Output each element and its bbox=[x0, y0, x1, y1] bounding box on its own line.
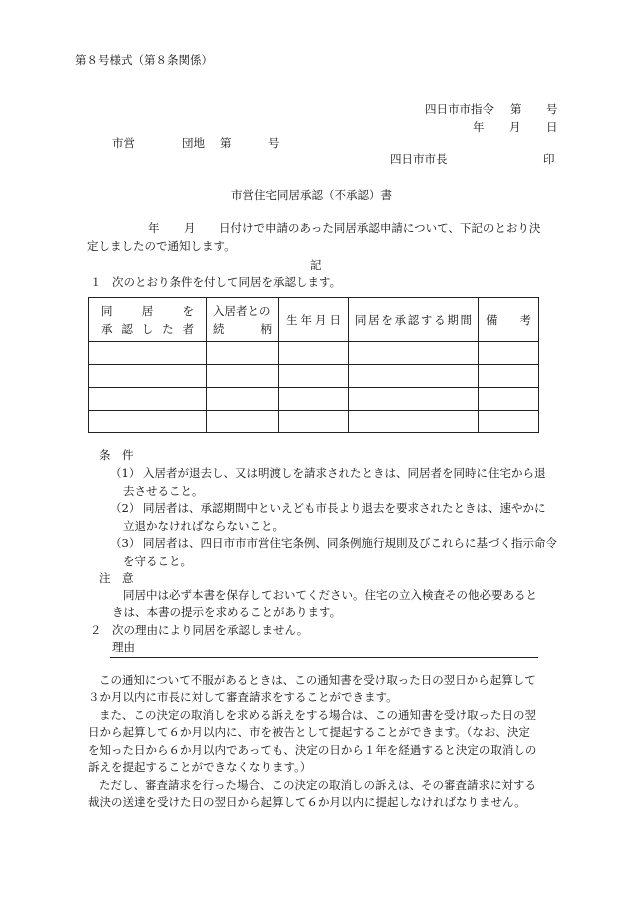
table-row bbox=[89, 365, 539, 388]
date-month: 月 bbox=[509, 120, 521, 134]
reference-dai: 第 bbox=[510, 102, 522, 116]
intro-month: 月 bbox=[184, 221, 196, 235]
appeal-p2-line3: を知った日から６か月以内であっても、決定の日から１年を経過すると決定の取消しの bbox=[88, 743, 537, 757]
table-cell[interactable] bbox=[349, 365, 479, 388]
appeal-p2-line2: 日から起算して６か月以内に、市を被告として提起することができます。（なお、決定 bbox=[88, 725, 530, 739]
condition-1-num: （1） bbox=[110, 466, 141, 480]
cohabitant-table bbox=[88, 297, 539, 433]
table-cell[interactable] bbox=[479, 342, 539, 365]
mayor-title: 四日市市長 bbox=[390, 152, 448, 166]
document-title: 市営住宅同居承認（不承認）書 bbox=[231, 188, 392, 202]
col-header-approved-person bbox=[89, 298, 207, 342]
recipient-shiei: 市営 bbox=[112, 136, 135, 150]
table-header-row bbox=[89, 298, 539, 342]
recipient-dai: 第 bbox=[220, 136, 232, 150]
table-row bbox=[89, 342, 539, 365]
appeal-p3-line1: ただし、審査請求を行った場合、この決定の取消しの訴えは、その審査請求に対する bbox=[99, 778, 536, 792]
appeal-p3-line2: 裁決の送達を受けた日の翌日から起算して６か月以内に提起しなければなりません。 bbox=[88, 795, 526, 809]
appeal-p1-line1: この通知について不服があるときは、この通知書を受け取った日の翌日から起算して bbox=[99, 673, 536, 687]
section1-num: １ bbox=[90, 275, 102, 289]
condition-1-line1: 入居者が退去し、又は明渡しを請求されたときは、同居者を同時に住宅から退 bbox=[143, 466, 546, 480]
table-cell[interactable] bbox=[479, 411, 539, 433]
date-year: 年 bbox=[473, 120, 485, 134]
table-cell[interactable] bbox=[89, 411, 207, 433]
section2-text: 次の理由により同居を承認しません。 bbox=[112, 623, 309, 637]
table-cell[interactable] bbox=[479, 365, 539, 388]
section1-text: 次のとおり条件を付して同居を承認します。 bbox=[112, 275, 342, 289]
table-row bbox=[89, 388, 539, 411]
recipient-danchi: 団地 bbox=[182, 136, 205, 150]
table-cell[interactable] bbox=[279, 388, 349, 411]
condition-3-line2: を守ること。 bbox=[123, 554, 192, 568]
condition-3-num: （3） bbox=[110, 536, 141, 550]
condition-2-num: （2） bbox=[110, 501, 141, 515]
appeal-p2-line4: 訴えを提起することができなくなります。） bbox=[88, 760, 312, 774]
table-cell[interactable] bbox=[89, 342, 207, 365]
table-cell[interactable] bbox=[207, 388, 279, 411]
form-number: 第８号様式（第８条関係） bbox=[75, 53, 213, 67]
reference-go: 号 bbox=[546, 102, 558, 116]
table-cell[interactable] bbox=[89, 388, 207, 411]
col-header-relationship bbox=[207, 298, 279, 342]
col2-line1: 入居者との bbox=[213, 304, 271, 318]
recipient-go: 号 bbox=[268, 136, 280, 150]
condition-3-line1: 同居者は、四日市市市営住宅条例、同条例施行規則及びこれらに基づく指示命令 bbox=[143, 536, 557, 550]
table-cell[interactable] bbox=[279, 411, 349, 433]
col-header-remarks bbox=[479, 298, 539, 342]
intro-text-line2: 定しましたので通知します。 bbox=[87, 239, 236, 253]
table-cell[interactable] bbox=[349, 388, 479, 411]
table-cell[interactable] bbox=[207, 342, 279, 365]
appeal-p1-line2: ３か月以内に市長に対して審査請求をすることができます。 bbox=[88, 690, 398, 704]
col-header-period bbox=[349, 298, 479, 342]
table-cell[interactable] bbox=[479, 388, 539, 411]
conditions-heading: 条 件 bbox=[99, 448, 134, 462]
appeal-p2-line1: また、この決定の取消しを求める訴えをする場合は、この通知書を受け取った日の翌 bbox=[99, 708, 536, 722]
table-cell[interactable] bbox=[89, 365, 207, 388]
caution-line2: きは、本書の提示を求めることがあります。 bbox=[112, 605, 342, 619]
col3-label: 生年月日 bbox=[286, 313, 341, 327]
col5-label: 備考 bbox=[486, 313, 531, 327]
table-cell[interactable] bbox=[279, 342, 349, 365]
caution-heading: 注 意 bbox=[99, 571, 134, 585]
reason-label: 理由 bbox=[112, 640, 135, 654]
table-cell[interactable] bbox=[279, 365, 349, 388]
date-day: 日 bbox=[546, 120, 558, 134]
col-header-birthdate bbox=[279, 298, 349, 342]
reference-prefix: 四日市市指令 bbox=[425, 102, 494, 116]
condition-2-line2: 立退かなければならないこと。 bbox=[123, 519, 284, 533]
table-cell[interactable] bbox=[349, 342, 479, 365]
intro-year: 年 bbox=[148, 221, 160, 235]
section2-num: ２ bbox=[90, 623, 102, 637]
table-cell[interactable] bbox=[349, 411, 479, 433]
ki-mark: 記 bbox=[310, 258, 322, 272]
col4-label: 同居を承認する期間 bbox=[355, 313, 472, 327]
reason-underline[interactable] bbox=[110, 657, 538, 658]
intro-text-line1: 日付けで申請のあった同居承認申請について、下記のとおり決 bbox=[219, 221, 541, 235]
col1-line2: 承認した者 bbox=[101, 322, 194, 336]
condition-1-line2: 去させること。 bbox=[123, 484, 204, 498]
mayor-seal: 印 bbox=[543, 152, 555, 166]
col2-line2: 続柄 bbox=[213, 322, 272, 336]
table-cell[interactable] bbox=[207, 365, 279, 388]
col1-line1: 同居を bbox=[101, 304, 194, 318]
table-row bbox=[89, 411, 539, 433]
caution-line1: 同居中は必ず本書を保存しておいてください。住宅の立入検査その他必要あると bbox=[123, 588, 537, 602]
condition-2-line1: 同居者は、承認期間中といえども市長より退去を要求されたときは、速やかに bbox=[143, 501, 546, 515]
table-cell[interactable] bbox=[207, 411, 279, 433]
